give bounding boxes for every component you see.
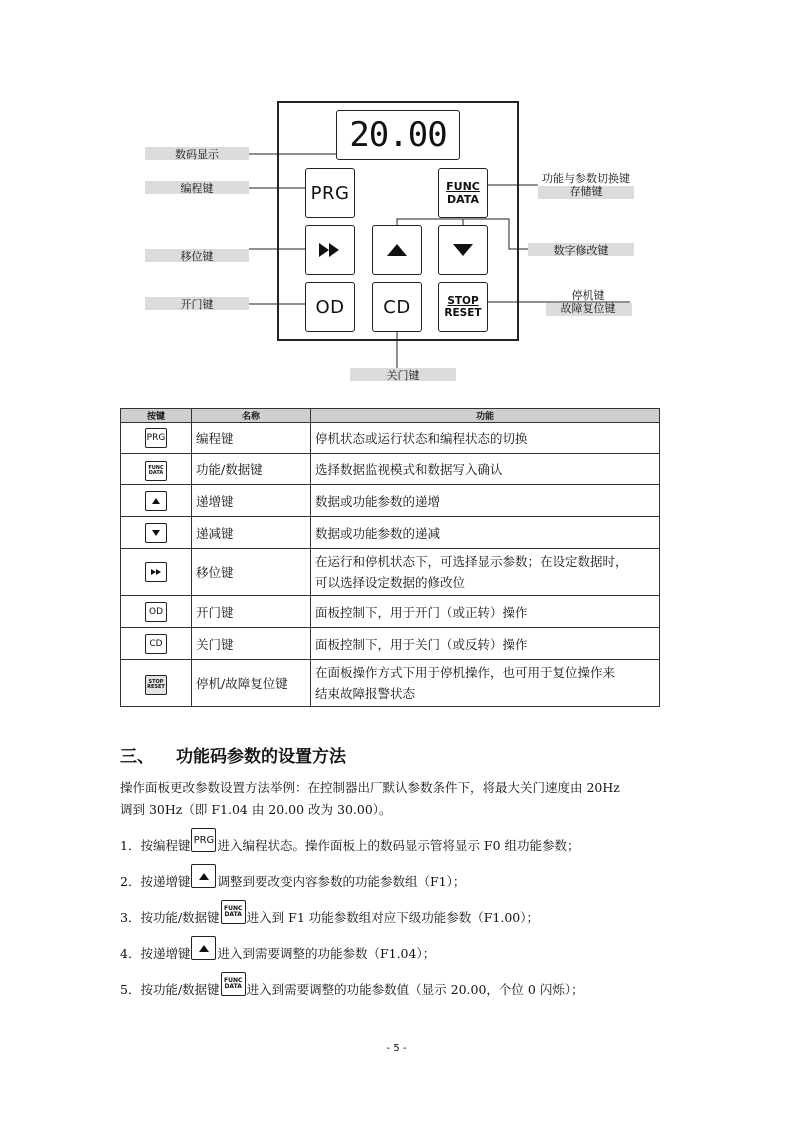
table-key-cell	[121, 454, 192, 485]
label-display	[145, 147, 249, 160]
od-key-label: OD	[315, 296, 345, 318]
table-func-cell: 选择数据监视模式和数据写入确认	[311, 454, 660, 485]
table-name-cell: 功能/数据键	[192, 454, 311, 485]
func-key-bottom: DATA	[447, 193, 479, 206]
table-header-row	[121, 409, 660, 423]
table-row	[121, 485, 660, 517]
cd-icon-text: CD	[149, 638, 163, 649]
table-key-cell	[121, 596, 192, 628]
func-icon-bottom: DATA	[224, 911, 242, 918]
table-func-line1: 在运行和停机状态下，可选择显示参数；在设定数据时，	[315, 554, 628, 569]
label-shift	[145, 249, 249, 262]
func-icon-top: FUNC	[148, 465, 164, 471]
step-item	[120, 941, 435, 965]
label-stop-line1: 停机键	[571, 289, 605, 302]
step-item	[120, 905, 539, 929]
up-triangle-icon	[198, 872, 210, 881]
label-shift-text: 移位键	[180, 249, 214, 263]
step-text: 进入到需要调整的功能参数（F1.04）；	[217, 946, 436, 961]
step-prefix: 5．按功能/数据键	[120, 982, 220, 997]
label-close-text: 关门键	[386, 368, 420, 382]
od-icon-text: OD	[148, 606, 163, 617]
label-stop	[540, 289, 636, 315]
label-func-line2: 存储键	[569, 185, 603, 198]
label-prg-text: 编程键	[180, 181, 214, 195]
header-key: 按键	[121, 409, 192, 423]
step-text: 进入到需要调整的功能参数值（显示 20.00，个位 0 闪烁）；	[246, 982, 584, 997]
table-name-cell: 开门键	[192, 596, 311, 628]
double-right-arrow-icon	[150, 568, 162, 576]
intro-line1: 操作面板更改参数设置方法举例：在控制器出厂默认参数条件下，将最大关门速度由 20Hz	[120, 780, 620, 795]
stop-reset-key-icon	[145, 675, 167, 695]
up-triangle-icon	[151, 497, 161, 505]
table-row	[121, 454, 660, 485]
label-open	[145, 297, 249, 310]
section-intro	[120, 777, 680, 821]
page-number: - 5 -	[386, 1043, 407, 1054]
header-function: 功能	[311, 409, 660, 423]
label-stop-line2: 故障复位键	[560, 302, 616, 315]
func-icon-bottom: DATA	[148, 470, 164, 476]
step-item	[120, 833, 580, 857]
section-title: 功能码参数的设置方法	[176, 747, 346, 767]
func-data-key-icon	[221, 972, 246, 996]
prg-key-icon	[145, 428, 167, 448]
up-triangle-icon	[198, 944, 210, 953]
table-func-cell: 数据或功能参数的递减	[311, 517, 660, 549]
down-triangle-icon	[151, 529, 161, 537]
table-func-cell: 数据或功能参数的递增	[311, 485, 660, 517]
table-name-cell: 编程键	[192, 423, 311, 454]
label-prg	[145, 181, 249, 194]
table-func-line2: 结束故障报警状态	[315, 686, 416, 701]
step-prefix: 4．按递增键	[120, 946, 191, 961]
display-value: 20.00	[349, 115, 447, 155]
down-key-icon	[145, 523, 167, 543]
up-key-icon	[191, 864, 216, 888]
step-prefix: 3．按功能/数据键	[120, 910, 220, 925]
label-modify-text: 数字修改键	[553, 243, 609, 257]
func-icon-bottom: DATA	[224, 983, 242, 990]
table-row	[121, 660, 660, 707]
step-prefix: 2．按递增键	[120, 874, 191, 889]
table-func-cell: 面板控制下，用于开门（或正转）操作	[311, 596, 660, 628]
prg-icon-text: PRG	[193, 834, 215, 846]
table-row	[121, 596, 660, 628]
table-name-cell: 递增键	[192, 485, 311, 517]
shift-key-icon	[145, 562, 167, 582]
table-row	[121, 549, 660, 596]
cd-key-icon	[145, 634, 167, 654]
label-func-line1: 功能与参数切换键	[542, 172, 630, 185]
step-text: 进入到 F1 功能参数组对应下级功能参数（F1.00）；	[246, 910, 540, 925]
step-text: 进入编程状态。操作面板上的数码显示管将显示 F0 组功能参数；	[217, 838, 580, 853]
table-func-cell: 面板控制下，用于关门（或反转）操作	[311, 628, 660, 660]
func-icon-top: FUNC	[223, 977, 243, 984]
step-item	[120, 977, 584, 1001]
func-icon-top: FUNC	[223, 905, 243, 912]
func-data-key-icon	[145, 461, 167, 481]
step-prefix: 1．按编程键	[120, 838, 191, 853]
table-func-line2: 可以选择设定数据的修改位	[315, 575, 466, 590]
cd-key-label: CD	[383, 296, 411, 318]
table-row	[121, 628, 660, 660]
up-key-icon	[145, 491, 167, 511]
stop-icon-top: STOP	[148, 679, 164, 685]
header-name: 名称	[192, 409, 311, 423]
stop-key-bottom: RESET	[444, 307, 482, 319]
intro-line2: 调到 30Hz（即 F1.04 由 20.00 改为 30.00）。	[120, 802, 392, 817]
prg-key-icon	[191, 828, 216, 852]
leader-lines	[0, 0, 793, 420]
label-display-text: 数码显示	[175, 147, 219, 161]
table-func-cell	[311, 660, 660, 707]
table-name-cell: 停机/故障复位键	[192, 660, 311, 707]
label-open-text: 开门键	[180, 297, 214, 311]
od-key-icon	[145, 602, 167, 622]
section-number: 三、	[120, 747, 154, 767]
step-item	[120, 869, 465, 893]
table-key-cell	[121, 517, 192, 549]
table-func-cell: 停机状态或运行状态和编程状态的切换	[311, 423, 660, 454]
key-function-table	[120, 408, 660, 707]
prg-key-label: PRG	[310, 182, 350, 204]
step-text: 调整到要改变内容参数的功能参数组（F1）；	[217, 874, 466, 889]
table-name-cell: 关门键	[192, 628, 311, 660]
table-func-cell	[311, 549, 660, 596]
func-data-key-icon	[221, 900, 246, 924]
table-row	[121, 423, 660, 454]
table-key-cell	[121, 549, 192, 596]
prg-icon-text: PRG	[146, 433, 166, 443]
up-key-icon	[191, 936, 216, 960]
table-name-cell: 递减键	[192, 517, 311, 549]
label-func	[534, 172, 638, 198]
table-key-cell	[121, 628, 192, 660]
label-modify	[528, 243, 634, 256]
table-key-cell	[121, 660, 192, 707]
table-key-cell	[121, 423, 192, 454]
table-func-line1: 在面板操作方式下用于停机操作，也可用于复位操作来	[315, 665, 616, 680]
label-close	[350, 368, 456, 381]
section-heading	[120, 742, 346, 767]
table-row	[121, 517, 660, 549]
table-key-cell	[121, 485, 192, 517]
table-name-cell: 移位键	[192, 549, 311, 596]
func-key-top: FUNC	[446, 180, 480, 193]
stop-icon-bottom: RESET	[147, 684, 165, 690]
stop-key-top: STOP	[447, 294, 479, 307]
